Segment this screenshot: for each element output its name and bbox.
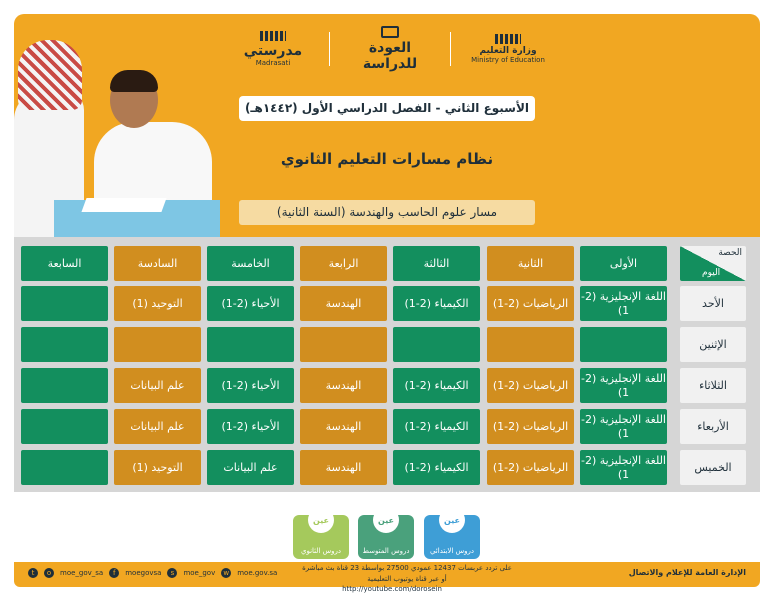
secondary-lessons-label: دروس الثانوي — [300, 547, 341, 555]
ain-icon: عين — [373, 507, 399, 533]
madrasati-logo — [228, 26, 318, 72]
schedule-cell: الكيمياء (2-1) — [393, 368, 480, 403]
schedule-cell: الأحياء (2-1) — [207, 368, 294, 403]
period-header: الرابعة — [300, 246, 387, 281]
social-links — [28, 568, 277, 578]
logo-divider — [329, 32, 330, 66]
period-header: الثانية — [487, 246, 574, 281]
schedule-cell — [21, 286, 108, 321]
elementary-lessons-label: دروس الابتدائي — [429, 547, 475, 555]
snapchat-icon[interactable]: s — [167, 568, 177, 578]
schedule-cell: الرياضيات (2-1) — [487, 368, 574, 403]
schedule-cell: الرياضيات (2-1) — [487, 409, 574, 444]
day-label: الخميس — [680, 450, 746, 485]
schedule-cell: الهندسة — [300, 409, 387, 444]
moe-logo — [460, 26, 556, 72]
schedule-cell: اللغة الإنجليزية (2-1) — [580, 286, 667, 321]
paper-sheet — [81, 198, 166, 212]
youtube-link[interactable]: http://youtube.com/dorosein — [342, 585, 442, 593]
schedule-cell: علم البيانات — [114, 368, 201, 403]
middle-lessons-badge[interactable] — [358, 515, 414, 559]
logos-bar — [228, 26, 556, 72]
schedule-cell: الأحياء (2-1) — [207, 286, 294, 321]
broadcast-info — [292, 563, 522, 585]
middle-lessons-label: دروس المتوسط — [362, 547, 410, 555]
schedule-cell: الكيمياء (2-1) — [393, 286, 480, 321]
social-handle[interactable]: moe_gov_sa — [60, 569, 104, 577]
elementary-lessons-badge[interactable] — [424, 515, 480, 559]
footer-band — [14, 562, 760, 587]
boy-hair — [110, 70, 158, 92]
secondary-lessons-badge[interactable] — [293, 515, 349, 559]
table-corner — [680, 246, 746, 281]
moe-icon — [495, 34, 521, 44]
web-icon[interactable]: w — [221, 568, 231, 578]
period-header: الخامسة — [207, 246, 294, 281]
back-to-school-logo — [340, 26, 440, 72]
schedule-cell — [114, 327, 201, 362]
schedule-cell — [487, 327, 574, 362]
madrasati-icon — [260, 31, 286, 41]
schedule-cell: علم البيانات — [207, 450, 294, 485]
broadcast-line-2: أو عبر قناة يوتيوب التعليمية — [367, 575, 447, 583]
corner-day-label: اليوم — [702, 268, 721, 278]
schedule-cell — [21, 368, 108, 403]
schedule-cell — [21, 409, 108, 444]
book-icon — [381, 26, 399, 38]
day-label: الإثنين — [680, 327, 746, 362]
period-header: السادسة — [114, 246, 201, 281]
week-label: الأسبوع الثاني - الفصل الدراسي الأول (١٤٤٢هـ) — [239, 96, 535, 121]
schedule-cell: الكيمياء (2-1) — [393, 450, 480, 485]
day-label: الأربعاء — [680, 409, 746, 444]
schedule-cell: الرياضيات (2-1) — [487, 450, 574, 485]
track-label: مسار علوم الحاسب والهندسة (السنة الثانية) — [239, 200, 535, 225]
schedule-cell — [21, 450, 108, 485]
twitter-icon[interactable]: t — [28, 568, 38, 578]
website-link[interactable]: moe.gov.sa — [237, 569, 278, 577]
social-handle[interactable]: moe_gov — [183, 569, 216, 577]
ain-icon: عين — [439, 507, 465, 533]
social-handle[interactable]: moegovsa — [125, 569, 162, 577]
schedule-cell: علم البيانات — [114, 409, 201, 444]
corner-period-label: الحصة — [718, 248, 742, 258]
back-line-2: للدراسة — [362, 56, 418, 72]
moe-name-ar: وزارة التعليم — [479, 46, 537, 56]
ain-icon: عين — [308, 507, 334, 533]
madrasati-name-ar: مدرستي — [243, 43, 303, 59]
schedule-cell: التوحيد (1) — [114, 450, 201, 485]
schedule-cell — [393, 327, 480, 362]
schedule-cell: الهندسة — [300, 368, 387, 403]
period-header: الأولى — [580, 246, 667, 281]
schedule-cell: اللغة الإنجليزية (2-1) — [580, 450, 667, 485]
schedule-cell: الكيمياء (2-1) — [393, 409, 480, 444]
schedule-cell: الهندسة — [300, 286, 387, 321]
instagram-icon[interactable]: o — [44, 568, 54, 578]
day-label: الثلاثاء — [680, 368, 746, 403]
schedule-cell — [21, 327, 108, 362]
schedule-cell — [300, 327, 387, 362]
schedule-cell: الرياضيات (2-1) — [487, 286, 574, 321]
schedule-cell: الأحياء (2-1) — [207, 409, 294, 444]
schedule-cell: اللغة الإنجليزية (2-1) — [580, 368, 667, 403]
schedule-cell: التوحيد (1) — [114, 286, 201, 321]
moe-name-en: Ministry of Education — [471, 56, 545, 64]
madrasati-name-en: Madrasati — [255, 59, 291, 67]
schedule-cell: الهندسة — [300, 450, 387, 485]
schedule-cell — [207, 327, 294, 362]
period-header: السابعة — [21, 246, 108, 281]
ghutra-shape — [18, 40, 82, 110]
facebook-icon[interactable]: f — [109, 568, 119, 578]
students-illustration — [14, 30, 220, 238]
day-label: الأحد — [680, 286, 746, 321]
media-dept-logo: الإدارة العامة للإعلام والاتصال — [628, 568, 746, 577]
back-line-1: العودة — [368, 40, 412, 56]
page-title: نظام مسارات التعليم الثانوي — [280, 150, 494, 168]
schedule-cell: اللغة الإنجليزية (2-1) — [580, 409, 667, 444]
logo-divider — [450, 32, 451, 66]
period-header: الثالثة — [393, 246, 480, 281]
schedule-cell — [580, 327, 667, 362]
broadcast-line-1: على تردد عربسات 12437 عمودي 27500 بواسطة 23 قناة بث مباشرة — [302, 564, 512, 572]
